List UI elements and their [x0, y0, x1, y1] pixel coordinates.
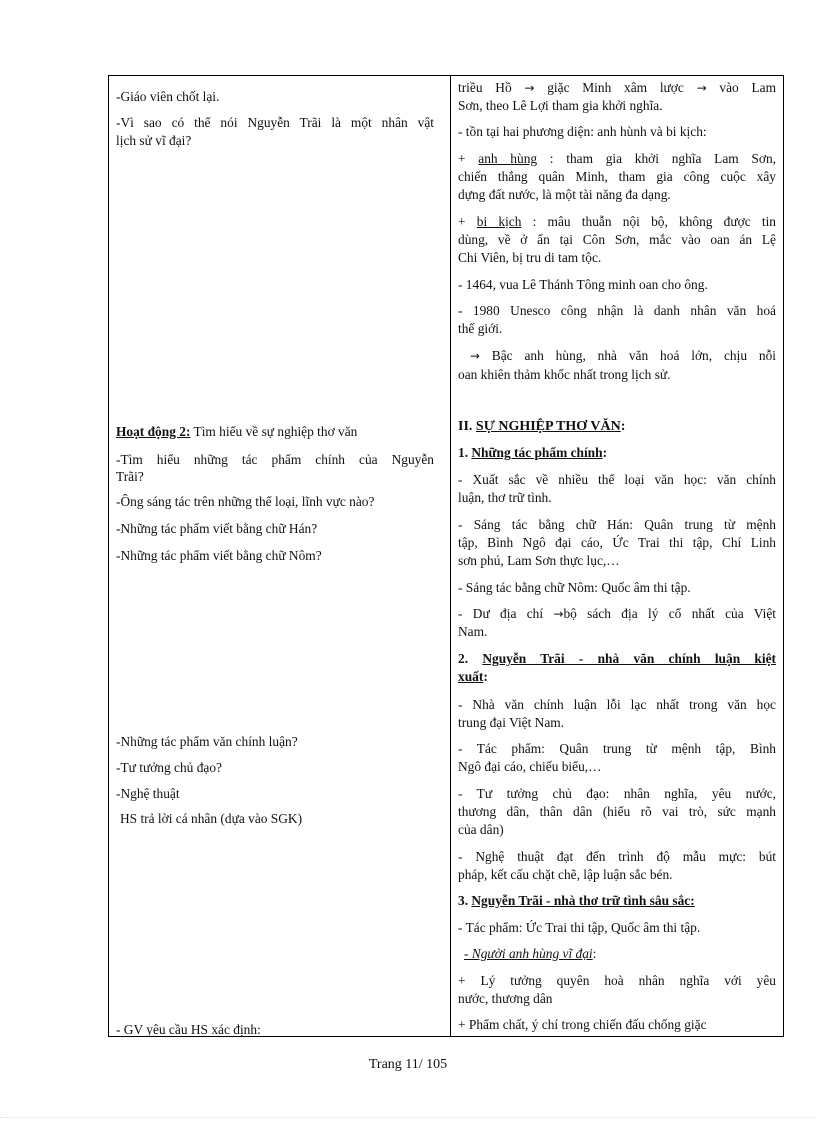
right-s3-hero-heading: - Người anh hùng vĩ đại: — [464, 946, 597, 961]
hero-label: anh hùng — [478, 151, 538, 166]
right-s1-geography-cont: Nam. — [458, 624, 488, 639]
activity-2-heading — [116, 423, 357, 440]
right-s3-ideal-cont: nước, thương dân — [458, 991, 553, 1006]
right-s1-excellence-cont: luận, thơ trữ tình. — [458, 490, 552, 505]
left-question-main-works-cont: Trãi? — [116, 469, 144, 484]
right-s2-leading-cont: trung đại Việt Nam. — [458, 715, 565, 730]
right-s2-art: - Nghệ thuật đạt đến trình độ mẫu mực: bút — [458, 849, 776, 864]
right-s2-art-cont: pháp, kết cấu chặt chẽ, lập luận sắc bén. — [458, 867, 673, 882]
right-s3-quality: + Phẩm chất, ý chí trong chiến đấu chống giặc — [458, 1017, 707, 1032]
right-tragedy-aspect-2: dùng, về ở ẩn tại Côn Sơn, mắc vào oan án Lệ — [458, 232, 776, 247]
right-s1-han-2: tập, Bình Ngô đại cáo, Ức Trai thi tập, Chí Linh — [458, 535, 776, 550]
right-s2-works-cont: Ngô đại cáo, chiếu biểu,… — [458, 759, 602, 774]
section-2-heading: II. SỰ NGHIỆP THƠ VĂN: — [458, 419, 626, 434]
right-tragedy-aspect: + bi kịch : mâu thuẫn nội bộ, không được tin — [458, 214, 776, 229]
column-divider — [450, 76, 451, 1036]
left-question-han-works: -Những tác phẩm viết bằng chữ Hán? — [116, 521, 318, 536]
right-hero-aspect: + anh hùng : tham gia khởi nghĩa Lam Sơn, — [458, 151, 776, 166]
right-1980-cont: thế giới. — [458, 321, 503, 336]
subsection-3-heading: 3. Nguyễn Trãi - nhà thơ trữ tình sâu sắc: — [458, 893, 695, 908]
right-conclusion: → Bậc anh hùng, nhà văn hoá lớn, chịu nỗi — [469, 348, 776, 363]
left-question-political-works: -Những tác phẩm văn chính luận? — [116, 734, 298, 749]
arrow-right-icon: → — [524, 81, 535, 95]
subsection-2-title: Nguyễn Trãi - nhà văn chính luận kiệt — [482, 651, 776, 666]
section-2-title: SỰ NGHIỆP THƠ VĂN — [475, 419, 621, 434]
right-1464: - 1464, vua Lê Thánh Tông minh oan cho ông. — [458, 277, 708, 292]
right-s3-ideal: + Lý tưởng quyên hoà nhân nghĩa với yêu — [458, 973, 776, 988]
right-s1-geography: - Dư địa chí →bộ sách địa lý cổ nhất của Việt — [458, 606, 776, 621]
right-line-1: triều Hồ → giặc Minh xâm lược → vào Lam — [458, 80, 777, 95]
page-number: Trang 11/ 105 — [368, 1057, 448, 1072]
left-question-great-figure-cont: lịch sử vĩ đại? — [116, 133, 192, 148]
right-conclusion-cont: oan khiên thảm khốc nhất trong lịch sử. — [458, 367, 671, 382]
right-tragedy-aspect-3: Chi Viên, bị tru di tam tộc. — [458, 250, 602, 265]
right-s1-han-3: sơn phú, Lam Sơn thực lục,… — [458, 553, 620, 568]
left-question-art: -Nghệ thuật — [116, 786, 180, 801]
left-question-nom-works: -Những tác phẩm viết bằng chữ Nôm? — [116, 548, 322, 563]
right-hero-aspect-3: dựng đất nước, là một tài năng đa dạng. — [458, 187, 671, 202]
arrow-right-icon: → — [469, 349, 480, 363]
left-question-main-ideology: -Tư tưởng chủ đạo? — [116, 760, 223, 775]
right-line-1-cont: Sơn, theo Lê Lợi tham gia khởi nghĩa. — [458, 98, 663, 113]
right-two-aspects: - tồn tại hai phương diện: anh hùnh và bi kịch: — [458, 124, 707, 139]
left-student-answer: HS trả lời cá nhân (dựa vào SGK) — [120, 811, 303, 826]
right-s2-ideology-2: thương dân, thân dân (hiểu rõ vai trò, sức mạnh — [458, 804, 776, 819]
subsection-2-heading: 2. Nguyễn Trãi - nhà văn chính luận kiệt — [458, 651, 776, 666]
left-question-main-works: -Tìm hiểu những tác phẩm chính của Nguyễn — [116, 452, 434, 467]
left-question-genres: -Ông sáng tác trên những thể loại, lĩnh vực nào? — [116, 494, 375, 509]
subsection-1-heading: 1. Những tác phẩm chính: — [458, 445, 608, 460]
right-hero-aspect-2: chiến thắng quân Minh, tham gia công cuộc xây — [458, 169, 776, 184]
right-s2-ideology-3: của dân) — [458, 822, 504, 837]
arrow-right-icon: → — [696, 81, 707, 95]
right-s2-leading: - Nhà văn chính luận lỗi lạc nhất trong văn học — [458, 697, 776, 712]
subsection-1-title: Những tác phẩm chính — [471, 445, 603, 460]
left-line-teacher-summary: -Giáo viên chốt lại. — [116, 89, 220, 104]
arrow-right-icon: → — [553, 607, 564, 621]
right-1980: - 1980 Unesco công nhận là danh nhân văn hoá — [458, 303, 776, 318]
subsection-3-title: Nguyễn Trãi - nhà thơ trữ tình sâu sắc: — [471, 893, 695, 908]
right-s1-excellence: - Xuất sắc về nhiều thể loại văn học: văn chính — [458, 472, 776, 487]
right-s1-han: - Sáng tác bằng chữ Hán: Quân trung từ mệnh — [458, 517, 776, 532]
subsection-2-heading-cont: xuất: — [458, 669, 488, 684]
tragedy-label: bi kịch — [476, 214, 522, 229]
bottom-rule — [0, 1117, 816, 1118]
right-s2-ideology: - Tư tưởng chủ đạo: nhân nghĩa, yêu nước, — [458, 786, 776, 801]
right-s1-nom: - Sáng tác bằng chữ Nôm: Quốc âm thi tập. — [458, 580, 691, 595]
activity-2-text: Tìm hiểu về sự nghiệp thơ văn — [190, 424, 358, 439]
right-s2-works: - Tác phẩm: Quân trung từ mệnh tập, Bình — [458, 741, 776, 756]
left-question-great-figure: -Vì sao có thể nói Nguyễn Trãi là một nhân vật — [116, 115, 434, 130]
left-teacher-request: - GV yêu cầu HS xác định: — [116, 1022, 261, 1037]
activity-2-label: Hoạt động 2: — [116, 424, 191, 439]
right-s3-works: - Tác phẩm: Ức Trai thi tập, Quốc âm thi tập. — [458, 920, 701, 935]
